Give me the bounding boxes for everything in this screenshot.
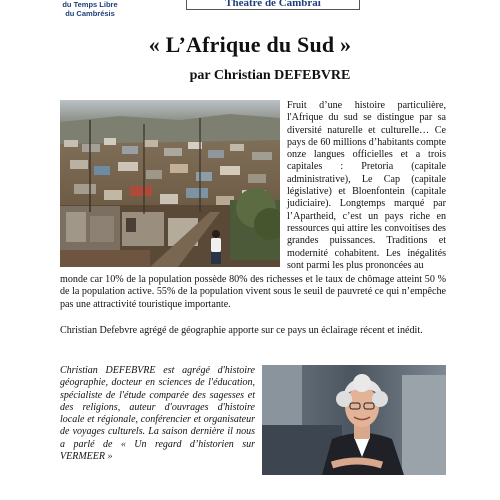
organization-name — [40, 0, 140, 18]
description-full-width-text: monde car 10% de la population possède 80% des richesses et le taux de chômage atteint 50 % de la population active. 55% de la population vivent sous le seuil de pauvreté ce qui n’empêche pas une attractivité touristique importante. — [60, 274, 446, 310]
byline: par Christian DEFEBVRE — [189, 68, 351, 83]
venue-box — [186, 0, 360, 10]
description-side-text: Fruit d’une histoire particulière, l'Afrique du sud se distingue par sa diversité naturelle et culturelle… Ce pays de 60 millions d’habitants compte onze langues officielles et a trois capitales : Pretoria (capitale administrative), Le Cap (capitale législative) et Bloenfontein (capitale judiciaire). Longtemps marqué par l’Apartheid, c’est un pays riche en ressources qui attire les convoitises des grandes puissances. Traditions et modernité cohabitent. Les inégalités sont parmi les plus prononcées au — [287, 100, 446, 271]
organization-line-1: du Temps Libre — [62, 0, 118, 9]
speaker-portrait-photo — [262, 365, 446, 475]
portrait-illustration — [262, 365, 446, 475]
speaker-bio: Christian DEFEBVRE est agrégé d'histoire géographie, docteur en sciences de l'éducation, spécialiste de l'étude comparée des sagesses et des religions, auteur d'ouvrages d'histoire locale et régionale, conférencier et organisateur de voyages culturels. La saison dernière il nous a parlé de « Un regard d’historien sur VERMEER » — [60, 365, 255, 463]
south-africa-township-photo — [60, 100, 280, 267]
township-illustration — [60, 100, 280, 267]
person-figure — [211, 230, 221, 264]
venue-label: Théâtre de Cambrai — [225, 0, 321, 9]
organization-line-2: du Cambrésis — [65, 9, 115, 18]
speaker-intro: Christian Defebvre agrégé de géographie apporte sur ce pays un éclairage récent et inédit. — [60, 325, 423, 336]
page-title: « L’Afrique du Sud » — [148, 32, 352, 57]
